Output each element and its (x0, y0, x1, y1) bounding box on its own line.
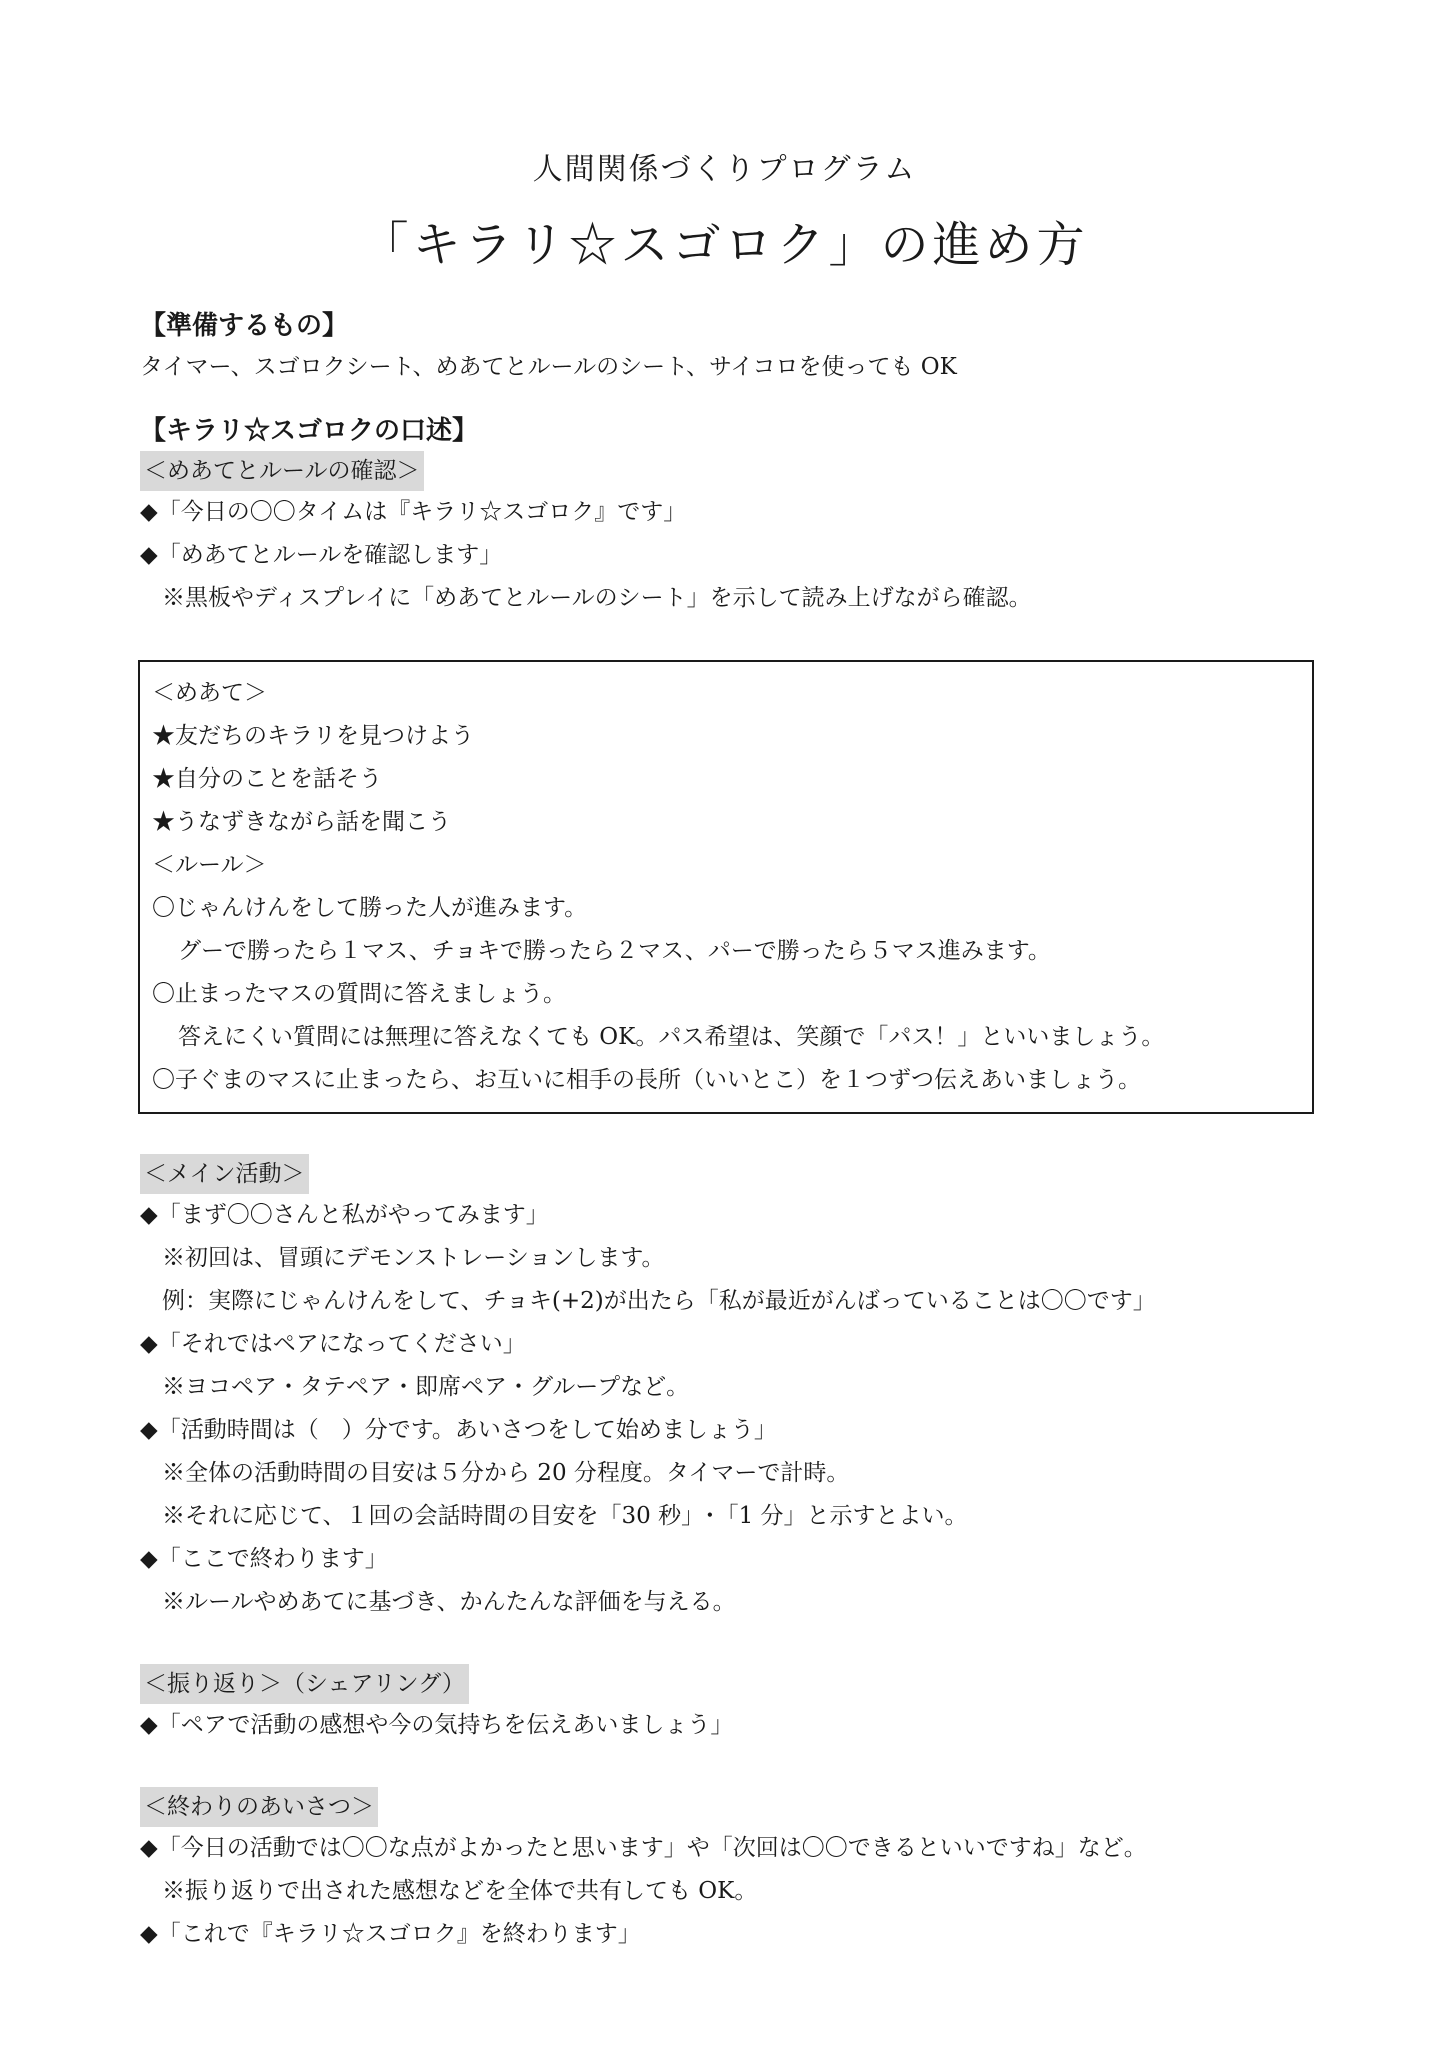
main-note: ※全体の活動時間の目安は５分から 20 分程度。タイマーで計時。 (162, 1460, 850, 1486)
review-line: ◆「ペアで活動の感想や今の気持ちを伝えあいましょう」 (140, 1712, 734, 1738)
main-activity-label: ＜メイン活動＞ (140, 1154, 309, 1194)
confirm-label: ＜めあてとルールの確認＞ (140, 451, 424, 491)
main-note: ※それに応じて、１回の会話時間の目安を「30 秒」･「1 分」と示すとよい。 (162, 1503, 968, 1529)
main-line: ◆「まず〇〇さんと私がやってみます」 (140, 1202, 549, 1228)
main-line: ◆「それではペアになってください」 (140, 1331, 526, 1357)
rule-item: 〇じゃんけんをして勝った人が進みます。 (152, 895, 588, 921)
document-subtitle: 人間関係づくりプログラム (532, 152, 917, 187)
rule-item: 〇止まったマスの質問に答えましょう。 (152, 981, 566, 1007)
prep-text: タイマー、スゴロクシート、めあてとルールのシート、サイコロを使っても OK (140, 354, 957, 380)
prep-heading: 【準備するもの】 (140, 311, 349, 341)
script-heading: 【キラリ☆スゴロクの口述】 (140, 416, 479, 446)
closing-note: ※振り返りで出された感想などを全体で共有しても OK。 (162, 1878, 758, 1904)
main-note: ※ヨコペア・タテペア・即席ペア・グループなど。 (162, 1374, 690, 1400)
goal-item: ★うなずきながら話を聞こう (152, 809, 451, 835)
rules-label: ＜ルール＞ (152, 852, 267, 878)
review-label: ＜振り返り＞（シェアリング） (140, 1664, 469, 1704)
closing-line: ◆「今日の活動では〇〇な点がよかったと思います」や「次回は〇〇できるといいですね」など。 (140, 1835, 1147, 1861)
main-note: ※初回は、冒頭にデモンストレーションします。 (162, 1245, 665, 1271)
goal-item: ★友だちのキラリを見つけよう (152, 723, 474, 749)
confirm-section (140, 451, 1320, 620)
rule-note: グーで勝ったら１マス、チョキで勝ったら２マス、パーで勝ったら５マス進みます。 (178, 938, 1051, 964)
closing-section (140, 1787, 1320, 1956)
main-activity-section (140, 1154, 1320, 1624)
closing-label: ＜終わりのあいさつ＞ (140, 1787, 378, 1827)
confirm-line-1: ◆「今日の〇〇タイムは『キラリ☆スゴロク』です」 (140, 499, 687, 525)
document-title: 「キラリ☆スゴロク」の進め方 (360, 217, 1089, 273)
rule-note: 答えにくい質問には無理に答えなくても OK。パス希望は、笑顔で「パス！」といいましょう。 (178, 1024, 1165, 1050)
goals-rules-box (138, 660, 1314, 1114)
main-note: ※ルールやめあてに基づき、かんたんな評価を与える。 (162, 1589, 736, 1615)
document-body (140, 306, 1320, 1956)
confirm-note: ※黒板やディスプレイに「めあてとルールのシート」を示して読み上げながら確認。 (162, 585, 1032, 611)
main-line: ◆「ここで終わります」 (140, 1546, 388, 1572)
review-section (140, 1664, 1320, 1747)
goals-label: ＜めあて＞ (152, 680, 267, 706)
confirm-line-2: ◆「めあてとルールを確認します」 (140, 542, 503, 568)
closing-line: ◆「これで『キラリ☆スゴロク』を終わります」 (140, 1921, 641, 1947)
rule-item: 〇子ぐまのマスに止まったら、お互いに相手の長所（いいとこ）を１つずつ伝えあいましょう。 (152, 1067, 1141, 1093)
main-line: ◆「活動時間は（ ）分です。あいさつをして始めましょう」 (140, 1417, 777, 1443)
goal-item: ★自分のことを話そう (152, 766, 382, 792)
main-example: 例：実際にじゃんけんをして、チョキ(+2)が出たら「私が最近がんばっていることは〇〇です」 (162, 1288, 1156, 1314)
